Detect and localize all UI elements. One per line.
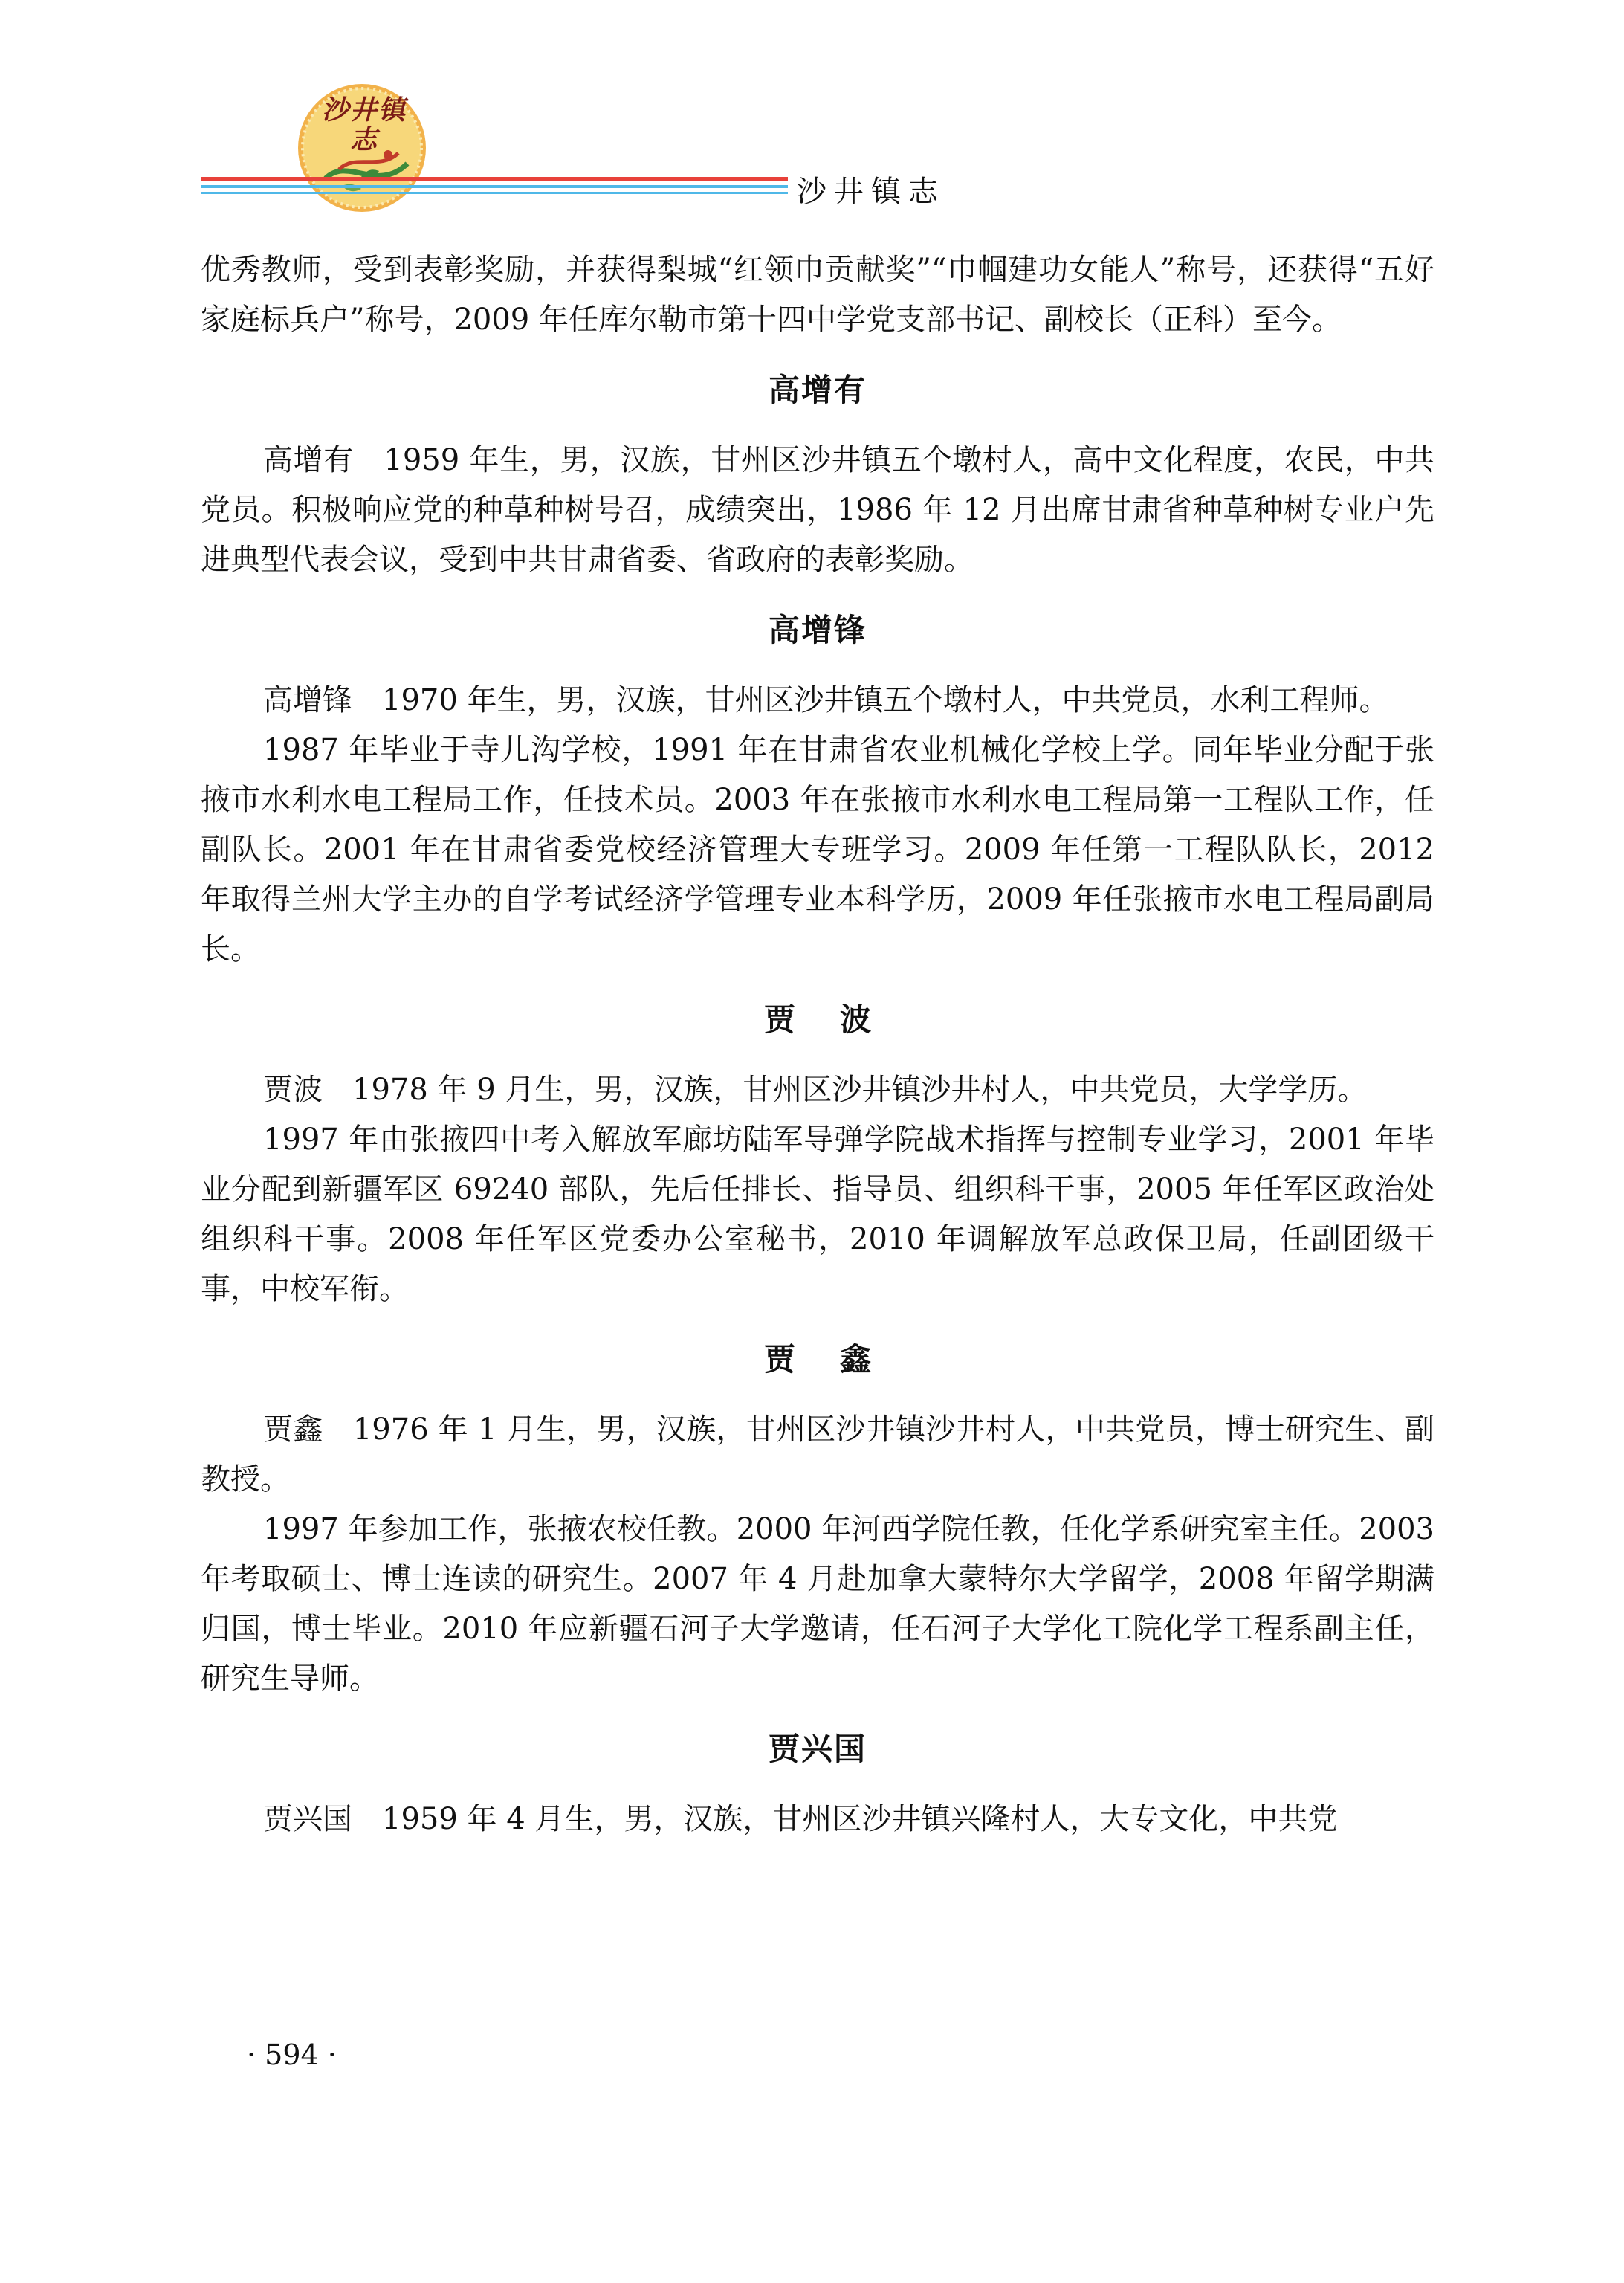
bio-paragraph: 1997 年由张掖四中考入解放军廊坊陆军导弹学院战术指挥与控制专业学习，2001 年毕业分配到新疆军区 69240 部队，先后任排长、指导员、组织科干事，2005 年任军区政治处组织科干事。2008 年任军区党委办公室秘书，2010 年调解放军总政保卫局，任副团级干事，中校军衔。 [201,1123,1434,1306]
bio-paragraph: 贾波 1978 年 9 月生，男，汉族，甘州区沙井镇沙井村人，中共党员，大学学历。 [263,1073,1368,1107]
page-number: · 594 · [247,2038,337,2071]
bio-paragraph: 贾兴国 1959 年 4 月生，男，汉族，甘州区沙井镇兴隆村人，大专文化，中共党 [263,1802,1338,1836]
logo-text: 沙井镇志 [321,94,407,155]
bio-paragraph: 1997 年参加工作，张掖农校任教。2000 年河西学院任教，任化学系研究室主任。2003 年考取硕士、博士连读的研究生。2007 年 4 月赴加拿大蒙特尔大学留学，2008 年留学期满归国，博士毕业。2010 年应新疆石河子大学邀请，任石河子大学化工院化学工程系副主任，研究生导师。 [201,1512,1434,1696]
bio-paragraph: 高增锋 1970 年生，男，汉族，甘州区沙井镇五个墩村人，中共党员，水利工程师。 [263,683,1389,717]
page-header [0,0,1624,223]
section-title-gao-zengyou: 高增有 [768,372,867,408]
header-rule-lines [201,177,788,199]
section-title-jia-xingguo: 贾兴国 [768,1731,867,1767]
bio-paragraph: 高增有 1959 年生，男，汉族，甘州区沙井镇五个墩村人，高中文化程度，农民，中共党员。积极响应党的种草种树号召，成绩突出，1986 年 12 月出席甘肃省种草种树专业户先进典型代表会议，受到中共甘肃省委、省政府的表彰奖励。 [201,443,1434,577]
intro-paragraph: 优秀教师，受到表彰奖励，并获得梨城“红领巾贡献奖”“巾帼建功女能人”称号，还获得“五好家庭标兵户”称号，2009 年任库尔勒市第十四中学党支部书记、副校长（正科）至今。 [201,253,1434,337]
running-header-title: 沙井镇志 [797,175,945,209]
section-title-jia-bo: 贾波 [763,1001,916,1038]
section-title-jia-xin: 贾鑫 [763,1341,916,1378]
bio-paragraph: 贾鑫 1976 年 1 月生，男，汉族，甘州区沙井镇沙井村人，中共党员，博士研究生、副教授。 [201,1412,1434,1496]
section-title-gao-zengfeng: 高增锋 [768,612,867,648]
page-content [201,245,1434,1844]
bio-paragraph: 1987 年毕业于寺儿沟学校，1991 年在甘肃省农业机械化学校上学。同年毕业分配于张掖市水利水电工程局工作，任技术员。2003 年在张掖市水利水电工程局第一工程队工作，任副队长。2001 年在甘肃省委党校经济管理大专班学习。2009 年任第一工程队队长，2012 年取得兰州大学主办的自学考试经济学管理专业本科学历，2009 年任张掖市水电工程局副局长。 [201,733,1434,966]
